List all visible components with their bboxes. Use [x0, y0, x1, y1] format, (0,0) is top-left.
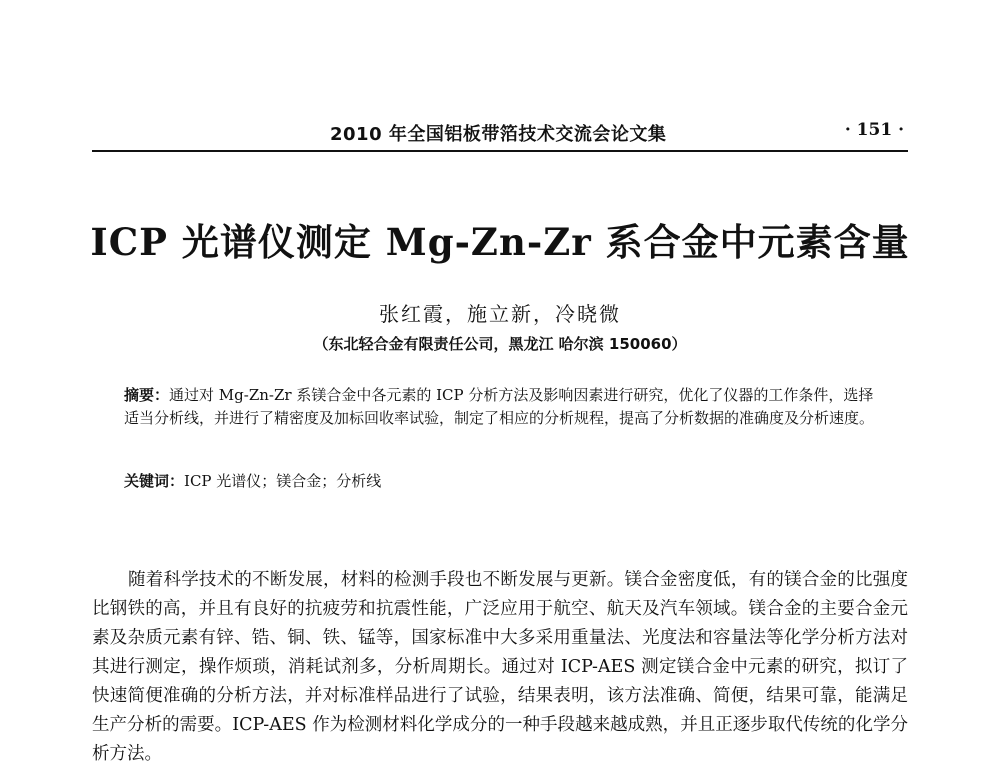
abstract-label: 摘要： — [124, 386, 170, 404]
affiliation: （东北轻合金有限责任公司，黑龙江 哈尔滨 150060） — [313, 335, 687, 353]
paper-title: ICP 光谱仪测定 Mg-Zn-Zr 系合金中元素含量 — [90, 220, 910, 264]
keywords-text: ICP 光谱仪；镁合金；分析线 — [184, 472, 382, 490]
abstract-text: 通过对 Mg-Zn-Zr 系镁合金中各元素的 ICP 分析方法及影响因素进行研究，优化了仪器的工作条件，选择适当分析线，并进行了精密度及加标回收率试验，制定了相应的分析规程，提高了分析数据的准确度及分析速度。 — [124, 386, 875, 427]
authors: 张红霞，施立新，冷晓微 — [379, 302, 621, 326]
running-header — [92, 118, 908, 150]
keywords — [124, 470, 880, 493]
header-rule — [92, 150, 908, 152]
body-paragraph: 随着科学技术的不断发展，材料的检测手段也不断发展与更新。镁合金密度低，有的镁合金的比强度比钢铁的高，并且有良好的抗疲劳和抗震性能，广泛应用于航空、航天及汽车领域。镁合金的主要合金元素及杂质元素有锌、锆、铜、铁、锰等，国家标准中大多采用重量法、光度法和容量法等化学分析方法对其进行测定，操作烦琐，消耗试剂多，分析周期长。通过对 ICP-AES 测定镁合金中元素的研究，拟订了快速简便准确的分析方法，并对标准样品进行了试验，结果表明，该方法准确、简便，结果可靠，能满足生产分析的需要。ICP-AES 作为检测材料化学成分的一种手段越来越成熟，并且正逐步取代传统的化学分析方法。 — [92, 570, 908, 764]
abstract — [124, 384, 880, 430]
keywords-label: 关键词： — [124, 472, 185, 490]
running-title: 2010 年全国铝板带箔技术交流会论文集 — [330, 124, 667, 145]
page-number: · 151 · — [844, 120, 904, 140]
